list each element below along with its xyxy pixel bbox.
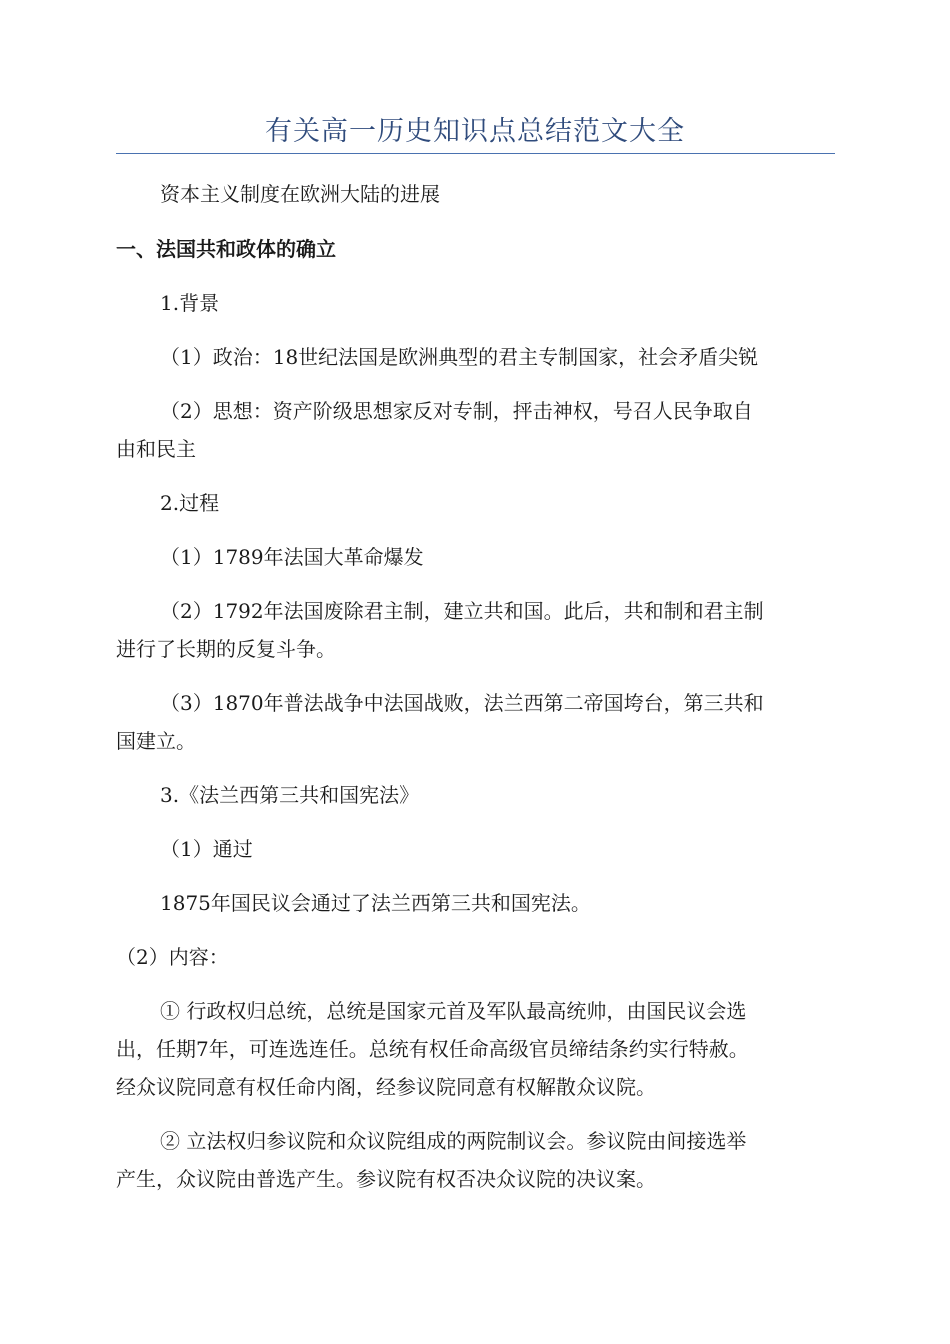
paragraph-thought-line2: 由和民主 xyxy=(116,437,196,461)
subheading-content: （2）内容： xyxy=(116,945,229,969)
subheading-background: 1.背景 xyxy=(160,291,220,315)
paragraph-executive-line1: ① 行政权归总统，总统是国家元首及军队最高统帅，由国民议会选 xyxy=(160,999,747,1023)
subheading-constitution: 3.《法兰西第三共和国宪法》 xyxy=(160,783,420,807)
paragraph-legislative-line2: 产生，众议院由普选产生。参议院有权否决众议院的决议案。 xyxy=(116,1167,656,1191)
subheading-adoption: （1）通过 xyxy=(160,837,253,861)
paragraph-1875: 1875年国民议会通过了法兰西第三共和国宪法。 xyxy=(160,891,591,915)
document-title: 有关高一历史知识点总结范文大全 xyxy=(265,116,685,147)
paragraph-1870-line1: （3）1870年普法战争中法国战败，法兰西第二帝国垮台，第三共和 xyxy=(160,691,764,715)
paragraph-1792-line2: 进行了长期的反复斗争。 xyxy=(116,637,336,661)
paragraph-1792-line1: （2）1792年法国废除君主制，建立共和国。此后，共和制和君主制 xyxy=(160,599,764,623)
paragraph-thought-line1: （2）思想：资产阶级思想家反对专制，抨击神权，号召人民争取自 xyxy=(160,399,753,423)
paragraph-executive-line2: 出，任期7年，可连选连任。总统有权任命高级官员缔结条约实行特赦。 xyxy=(116,1037,749,1061)
paragraph-executive-line3: 经众议院同意有权任命内阁，经参议院同意有权解散众议院。 xyxy=(116,1075,656,1099)
subtitle-paragraph: 资本主义制度在欧洲大陆的进展 xyxy=(160,182,440,206)
section-heading: 一、法国共和政体的确立 xyxy=(116,237,336,261)
paragraph-politics: （1）政治：18世纪法国是欧洲典型的君主专制国家，社会矛盾尖锐 xyxy=(160,345,759,369)
paragraph-legislative-line1: ② 立法权归参议院和众议院组成的两院制议会。参议院由间接选举 xyxy=(160,1129,747,1153)
title-underline xyxy=(116,153,835,154)
paragraph-1789: （1）1789年法国大革命爆发 xyxy=(160,545,424,569)
paragraph-1870-line2: 国建立。 xyxy=(116,729,196,753)
subheading-process: 2.过程 xyxy=(160,491,220,515)
